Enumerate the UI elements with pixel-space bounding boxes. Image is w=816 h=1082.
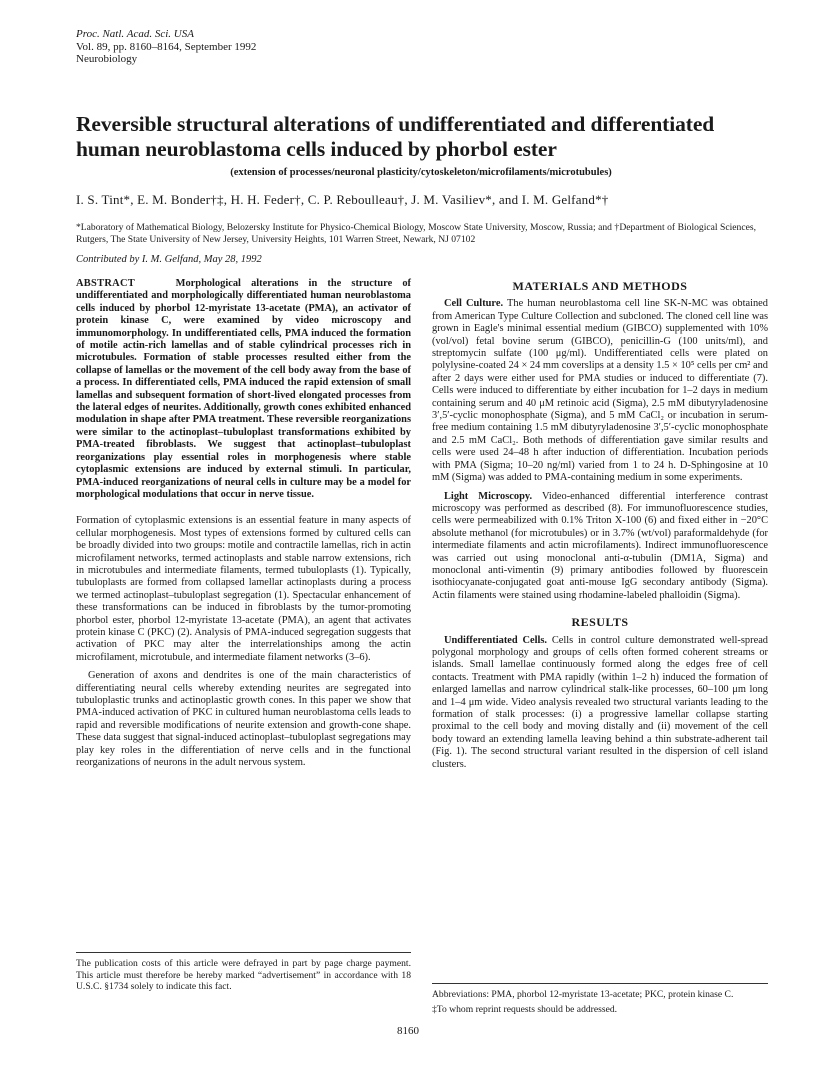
author-list: I. S. Tint*, E. M. Bonder†‡, H. H. Feder†, C. P. Reboulleau†, J. M. Vasiliev*, and I. M. Gelfand*† (76, 192, 609, 207)
results-heading: RESULTS (571, 615, 629, 630)
reprint-request-text: ‡To whom reprint requests should be addressed. (432, 1003, 618, 1015)
footnote-rule-left (76, 952, 411, 953)
footnote-rule-right (432, 983, 768, 984)
undifferentiated-text: Cells in control culture demonstrated well-spread polygonal morphology and groups of cells often formed coherent streams or islands. Small lamellae continuously formed along the edges free of cell contacts. Treatment with PMA rapidly (within 1–2 h) induced the formation of enlarged lamellas and narrow cylindrical stalk-like processes, 60–100 μm long and 1–4 μm wide. Video analysis revealed two structural variants leading to the formation of stalk processes: (i) a progressive lamellar collapse starting proximal to the cell body and moving distally and (ii) movement of the cell body toward an extending lamella leaving behind a thin substrate-adherent tail (Fig. 1). The second structural variant resulted in the dispersion of cell island clusters. (432, 634, 769, 770)
article-title: Reversible structural alterations of undifferentiated and differentiated human neuroblastoma cells induced by phorbol ester (76, 112, 715, 161)
intro-paragraph-1: Formation of cytoplasmic extensions is an essential feature in many aspects of cellular morphogenesis. Most types of extensions formed by cultured cells can be broadly divided into two groups: motile and contractile lamellas, rich in actin microfilament networks, termed actinoplasts and stable narrow extensions, rich in microtubules and intermediate filaments, termed tubuloplasts (1). Typically, tubuloplasts are formed from collapsed lamellar actinoplasts during a process we termed actinoplast–tubuloplast segregation (1). Spectacular enhancement of these transformations can be induced in fibroblasts by the tumor-promoting phorbol ester, phorbol 12-myristate 13-acetate (PMA), an agent that activates protein kinase C (PKC) (2). Analysis of PMA-induced segregation suggests that activation of PKC may alter the interrelationships among the actin microfilament, microtubule, and intermediate filament networks (3–6). (76, 515, 411, 663)
page-number: 8160 (397, 1025, 419, 1037)
light-microscopy-text: Video-enhanced differential interference contrast microscopy was performed as described (8). For immunofluorescence studies, cells were permeabilized with 0.1% Triton X-100 (6) and fixed either in −20°C absolute methanol (for microtubules) or in 3.7% (wt/vol) paraformaldehyde (for intermediate filaments and actin microfilaments). Indirect immunofluorescence was carried out using monoclonal anti-α-tubulin (DM1A, Sigma) and monoclonal anti-vimentin (9) primary antibodies followed by fluorescein isothiocyanate-conjugated goat anti-mouse IgG secondary antibody (Sigma). Actin filaments were stained using rhodamine-labeled phalloidin (Sigma). (432, 490, 768, 601)
light-microscopy-label: Light Microscopy. (444, 490, 533, 502)
contributed-by: Contributed by I. M. Gelfand, May 28, 1992 (76, 254, 262, 265)
right-column (432, 280, 768, 777)
publication-costs-text: The publication costs of this article were defrayed in part by page charge payment. This article must therefore be hereby marked “advertisement” in accordance with 18 U.S.C. §1734 solely to indicate this fact. (76, 958, 411, 993)
undifferentiated-label: Undifferentiated Cells. (444, 634, 548, 646)
affiliations: *Laboratory of Mathematical Biology, Belozersky Institute for Physico-Chemical Biology, Moscow State University, Moscow, Russia; and †Department of Biological Sciences, Rutgers, The State University of New Jersey, University Heights, 101 Warren Street, Newark, NJ 07102 (76, 222, 756, 245)
cell-culture-label: Cell Culture. (444, 298, 504, 310)
light-microscopy-paragraph (432, 491, 768, 603)
abstract-text: Morphological alterations in the structure of undifferentiated and morphologically differentiated human neuroblastoma cells induced by phorbol 12-myristate 13-acetate (PMA), an activator of protein kinase C, were examined by video microscopy and immunomorphology. In undifferentiated cells, PMA induced the formation of motile actin-rich lamellas and of stable cylindrical processes rich in microtubules. Formation of stable processes resulted either from the collapse of lamellas or the movement of the cell body away from the base of a process. In differentiated cells, PMA induced the rapid extension of small lamellas and subsequent formation of short-lived elongated processes from the lateral edges of neurites. Additionally, growth cones exhibited enhanced modulation in shape after PMA treatment. These reversible reorganizations were similar to the actinoplast–tubuloplast transformations exhibited by PMA-treated fibroblasts. We suggest that actinoplast–tubuloplast reorganizations play essential roles in morphogenesis where stable cytoplasmic extensions are induced by external stimuli. In particular, PMA-induced reorganizations of neural cells in culture may be a model for morphological modulations that occur in nerve tissue. (76, 278, 412, 500)
methods-heading: MATERIALS AND METHODS (512, 279, 688, 293)
journal-volume: Vol. 89, pp. 8160–8164, September 1992 (76, 40, 257, 53)
abbreviations-footnote (432, 989, 768, 1018)
journal-header (76, 28, 256, 66)
journal-name: Proc. Natl. Acad. Sci. USA (76, 28, 194, 40)
cell-culture-paragraph (432, 298, 768, 484)
abbreviations-text: Abbreviations: PMA, phorbol 12-myristate 13-acetate; PKC, protein kinase C. (432, 989, 734, 1000)
left-column (76, 278, 411, 775)
abstract (76, 278, 411, 501)
keywords: (extension of processes/neuronal plasticity/cytoskeleton/microfilaments/microtubules) (230, 167, 612, 178)
journal-section: Neurobiology (76, 53, 138, 65)
intro-paragraph-2: Generation of axons and dendrites is one of the main characteristics of differentiating neural cells whereby extending neurites are segregated into tubuloplastic trunks and actinoplastic growth cones. In this paper we show that PMA-induced activation of PKC in cultured human neuroblastoma cells leads to rapid and reversible modifications of neurite extension and growth-cone shape. These data suggest that signal-induced actinoplast–tubuloplast segregations may play key roles in the differentiation of nerve cells and in the functional reorganizations of neurons in the adult nervous system. (76, 670, 411, 769)
cell-culture-text: The human neuroblastoma cell line SK-N-MC was obtained from American Type Culture Collection and subcloned. The cloned cell line was grown in Eagle's minimal essential medium (GIBCO) supplemented with 10% (vol/vol) fetal bovine serum (GIBCO), penicillin-G (100 units/ml), and streptomycin sulfate (100 μg/ml). Undifferentiated cells were plated on polylysine-coated 24 × 24 mm coverslips at a density 1.5 × 10⁵ cells per cm² and after 2 days were either used for PMA studies or induced to differentiate (7). Cells were induced to differentiate by either incubation for 1–2 days in medium containing serum and 40 μM retinoic acid (Sigma), 2.5 mM dibutyryladenosine 3′,5′-cyclic monophosphate (Sigma), and 5 mM CaCl₂ or incubation in serum-free medium containing 1.5 mM dibutyryladenosine 3′,5′-cyclic monophosphate and 2.5 mM CaCl₂. Both methods of differentiation gave similar results and cells were used 24–48 h after induction of differentiation. Incubation periods with PMA (Sigma; 10–20 ng/ml) varied from 1 to 24 h. D-Sphingosine at 10 mM (Sigma) was added to PMA-containing medium in some experiments. (432, 298, 768, 484)
publication-costs-footnote (76, 958, 411, 996)
undifferentiated-paragraph (432, 635, 768, 771)
abstract-label: ABSTRACT (76, 278, 135, 289)
